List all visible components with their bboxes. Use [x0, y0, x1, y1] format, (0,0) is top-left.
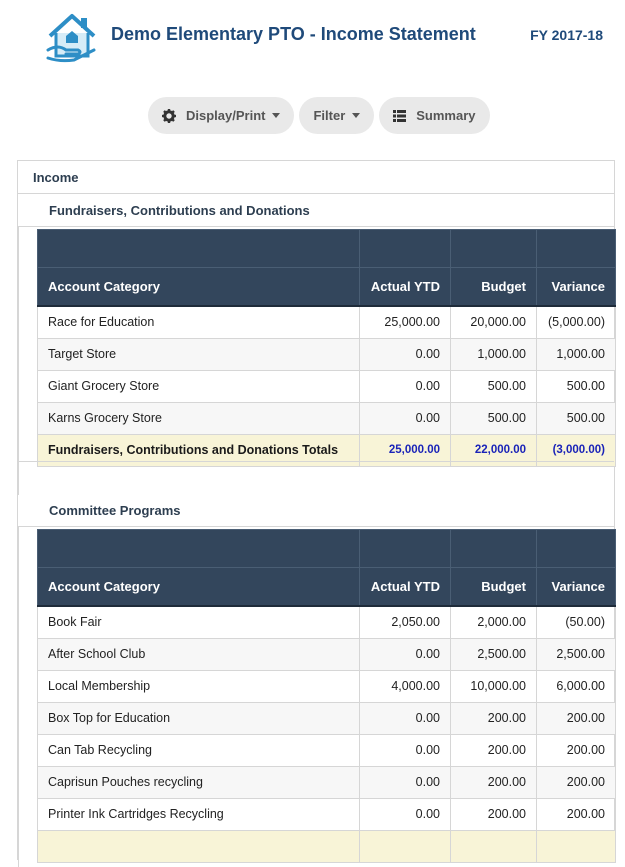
- list-icon: [393, 110, 406, 122]
- budget: 200.00: [451, 798, 537, 830]
- totals-label: Fundraisers, Contributions and Donations Totals: [38, 434, 360, 466]
- table-header-spacer: [38, 230, 616, 268]
- account-category[interactable]: Printer Ink Cartridges Recycling: [38, 798, 360, 830]
- column-header[interactable]: Budget: [451, 568, 537, 607]
- actual-ytd: 0.00: [360, 766, 451, 798]
- column-header[interactable]: Actual YTD: [360, 268, 451, 307]
- summary-label: Summary: [416, 108, 476, 123]
- table-row[interactable]: [38, 338, 616, 370]
- pto-house-logo-icon: [44, 6, 100, 64]
- chevron-down-icon: [272, 113, 280, 118]
- report-toolbar: [148, 97, 490, 134]
- budget: 200.00: [451, 734, 537, 766]
- display-print-label: Display/Print: [186, 108, 266, 123]
- total-actual-ytd: 25,000.00: [360, 434, 451, 466]
- table-row[interactable]: [38, 402, 616, 434]
- actual-ytd: 0.00: [360, 370, 451, 402]
- account-category[interactable]: Karns Grocery Store: [38, 402, 360, 434]
- chevron-down-icon: [352, 113, 360, 118]
- column-header[interactable]: Account Category: [38, 268, 360, 307]
- section-heading-fundraisers: Fundraisers, Contributions and Donations: [18, 194, 614, 227]
- actual-ytd: 0.00: [360, 338, 451, 370]
- table-row[interactable]: [38, 670, 616, 702]
- budget: 2,000.00: [451, 606, 537, 638]
- display-print-button[interactable]: [148, 97, 294, 134]
- table-row[interactable]: [38, 306, 616, 338]
- section-left-border: [18, 527, 19, 867]
- account-category[interactable]: Can Tab Recycling: [38, 734, 360, 766]
- budget: 500.00: [451, 402, 537, 434]
- account-category[interactable]: Giant Grocery Store: [38, 370, 360, 402]
- column-header[interactable]: Account Category: [38, 568, 360, 607]
- budget: 1,000.00: [451, 338, 537, 370]
- variance: 1,000.00: [537, 338, 616, 370]
- table-row[interactable]: [38, 702, 616, 734]
- actual-ytd: 0.00: [360, 638, 451, 670]
- column-header[interactable]: Variance: [537, 268, 616, 307]
- summary-button[interactable]: [379, 97, 489, 134]
- variance: (5,000.00): [537, 306, 616, 338]
- actual-ytd: 0.00: [360, 798, 451, 830]
- variance: (50.00): [537, 606, 616, 638]
- column-header[interactable]: Variance: [537, 568, 616, 607]
- income-heading: Income: [18, 161, 614, 194]
- account-category[interactable]: After School Club: [38, 638, 360, 670]
- actual-ytd: 4,000.00: [360, 670, 451, 702]
- page-title: Demo Elementary PTO - Income Statement: [111, 24, 476, 44]
- budget: 10,000.00: [451, 670, 537, 702]
- variance: 200.00: [537, 798, 616, 830]
- budget: 200.00: [451, 702, 537, 734]
- variance: 200.00: [537, 734, 616, 766]
- variance: 6,000.00: [537, 670, 616, 702]
- variance: 200.00: [537, 766, 616, 798]
- income-statement-panel: [17, 160, 615, 860]
- account-category[interactable]: Local Membership: [38, 670, 360, 702]
- table-row[interactable]: [38, 638, 616, 670]
- filter-button[interactable]: [299, 97, 374, 134]
- report-header: [0, 0, 625, 75]
- account-category[interactable]: Caprisun Pouches recycling: [38, 766, 360, 798]
- totals-row-partial: [38, 830, 616, 862]
- section-heading-committee-programs: Committee Programs: [18, 494, 614, 527]
- filter-label: Filter: [313, 108, 346, 123]
- table-row[interactable]: [38, 370, 616, 402]
- fiscal-year-label: FY 2017-18: [530, 27, 603, 43]
- table-row[interactable]: [38, 606, 616, 638]
- total-variance: (3,000.00): [537, 434, 616, 466]
- variance: 2,500.00: [537, 638, 616, 670]
- budget: 200.00: [451, 766, 537, 798]
- table-header-row: [38, 268, 616, 307]
- gear-icon: [162, 109, 176, 123]
- table-row[interactable]: [38, 798, 616, 830]
- variance: 500.00: [537, 370, 616, 402]
- budget: 20,000.00: [451, 306, 537, 338]
- variance: 200.00: [537, 702, 616, 734]
- variance: 500.00: [537, 402, 616, 434]
- table-row[interactable]: [38, 734, 616, 766]
- table-header-row: [38, 568, 616, 607]
- actual-ytd: 0.00: [360, 734, 451, 766]
- actual-ytd: 2,050.00: [360, 606, 451, 638]
- table-row[interactable]: [38, 766, 616, 798]
- budget: 2,500.00: [451, 638, 537, 670]
- actual-ytd: 0.00: [360, 402, 451, 434]
- table-header-spacer: [38, 530, 616, 568]
- account-category[interactable]: Box Top for Education: [38, 702, 360, 734]
- account-category[interactable]: Race for Education: [38, 306, 360, 338]
- section-left-border: [18, 227, 19, 495]
- budget: 500.00: [451, 370, 537, 402]
- actual-ytd: 25,000.00: [360, 306, 451, 338]
- column-header[interactable]: Budget: [451, 268, 537, 307]
- committee-programs-table: [37, 529, 616, 863]
- section-spacer: [18, 461, 614, 495]
- actual-ytd: 0.00: [360, 702, 451, 734]
- account-category[interactable]: Book Fair: [38, 606, 360, 638]
- column-header[interactable]: Actual YTD: [360, 568, 451, 607]
- account-category[interactable]: Target Store: [38, 338, 360, 370]
- fundraisers-table: [37, 229, 616, 467]
- total-budget: 22,000.00: [451, 434, 537, 466]
